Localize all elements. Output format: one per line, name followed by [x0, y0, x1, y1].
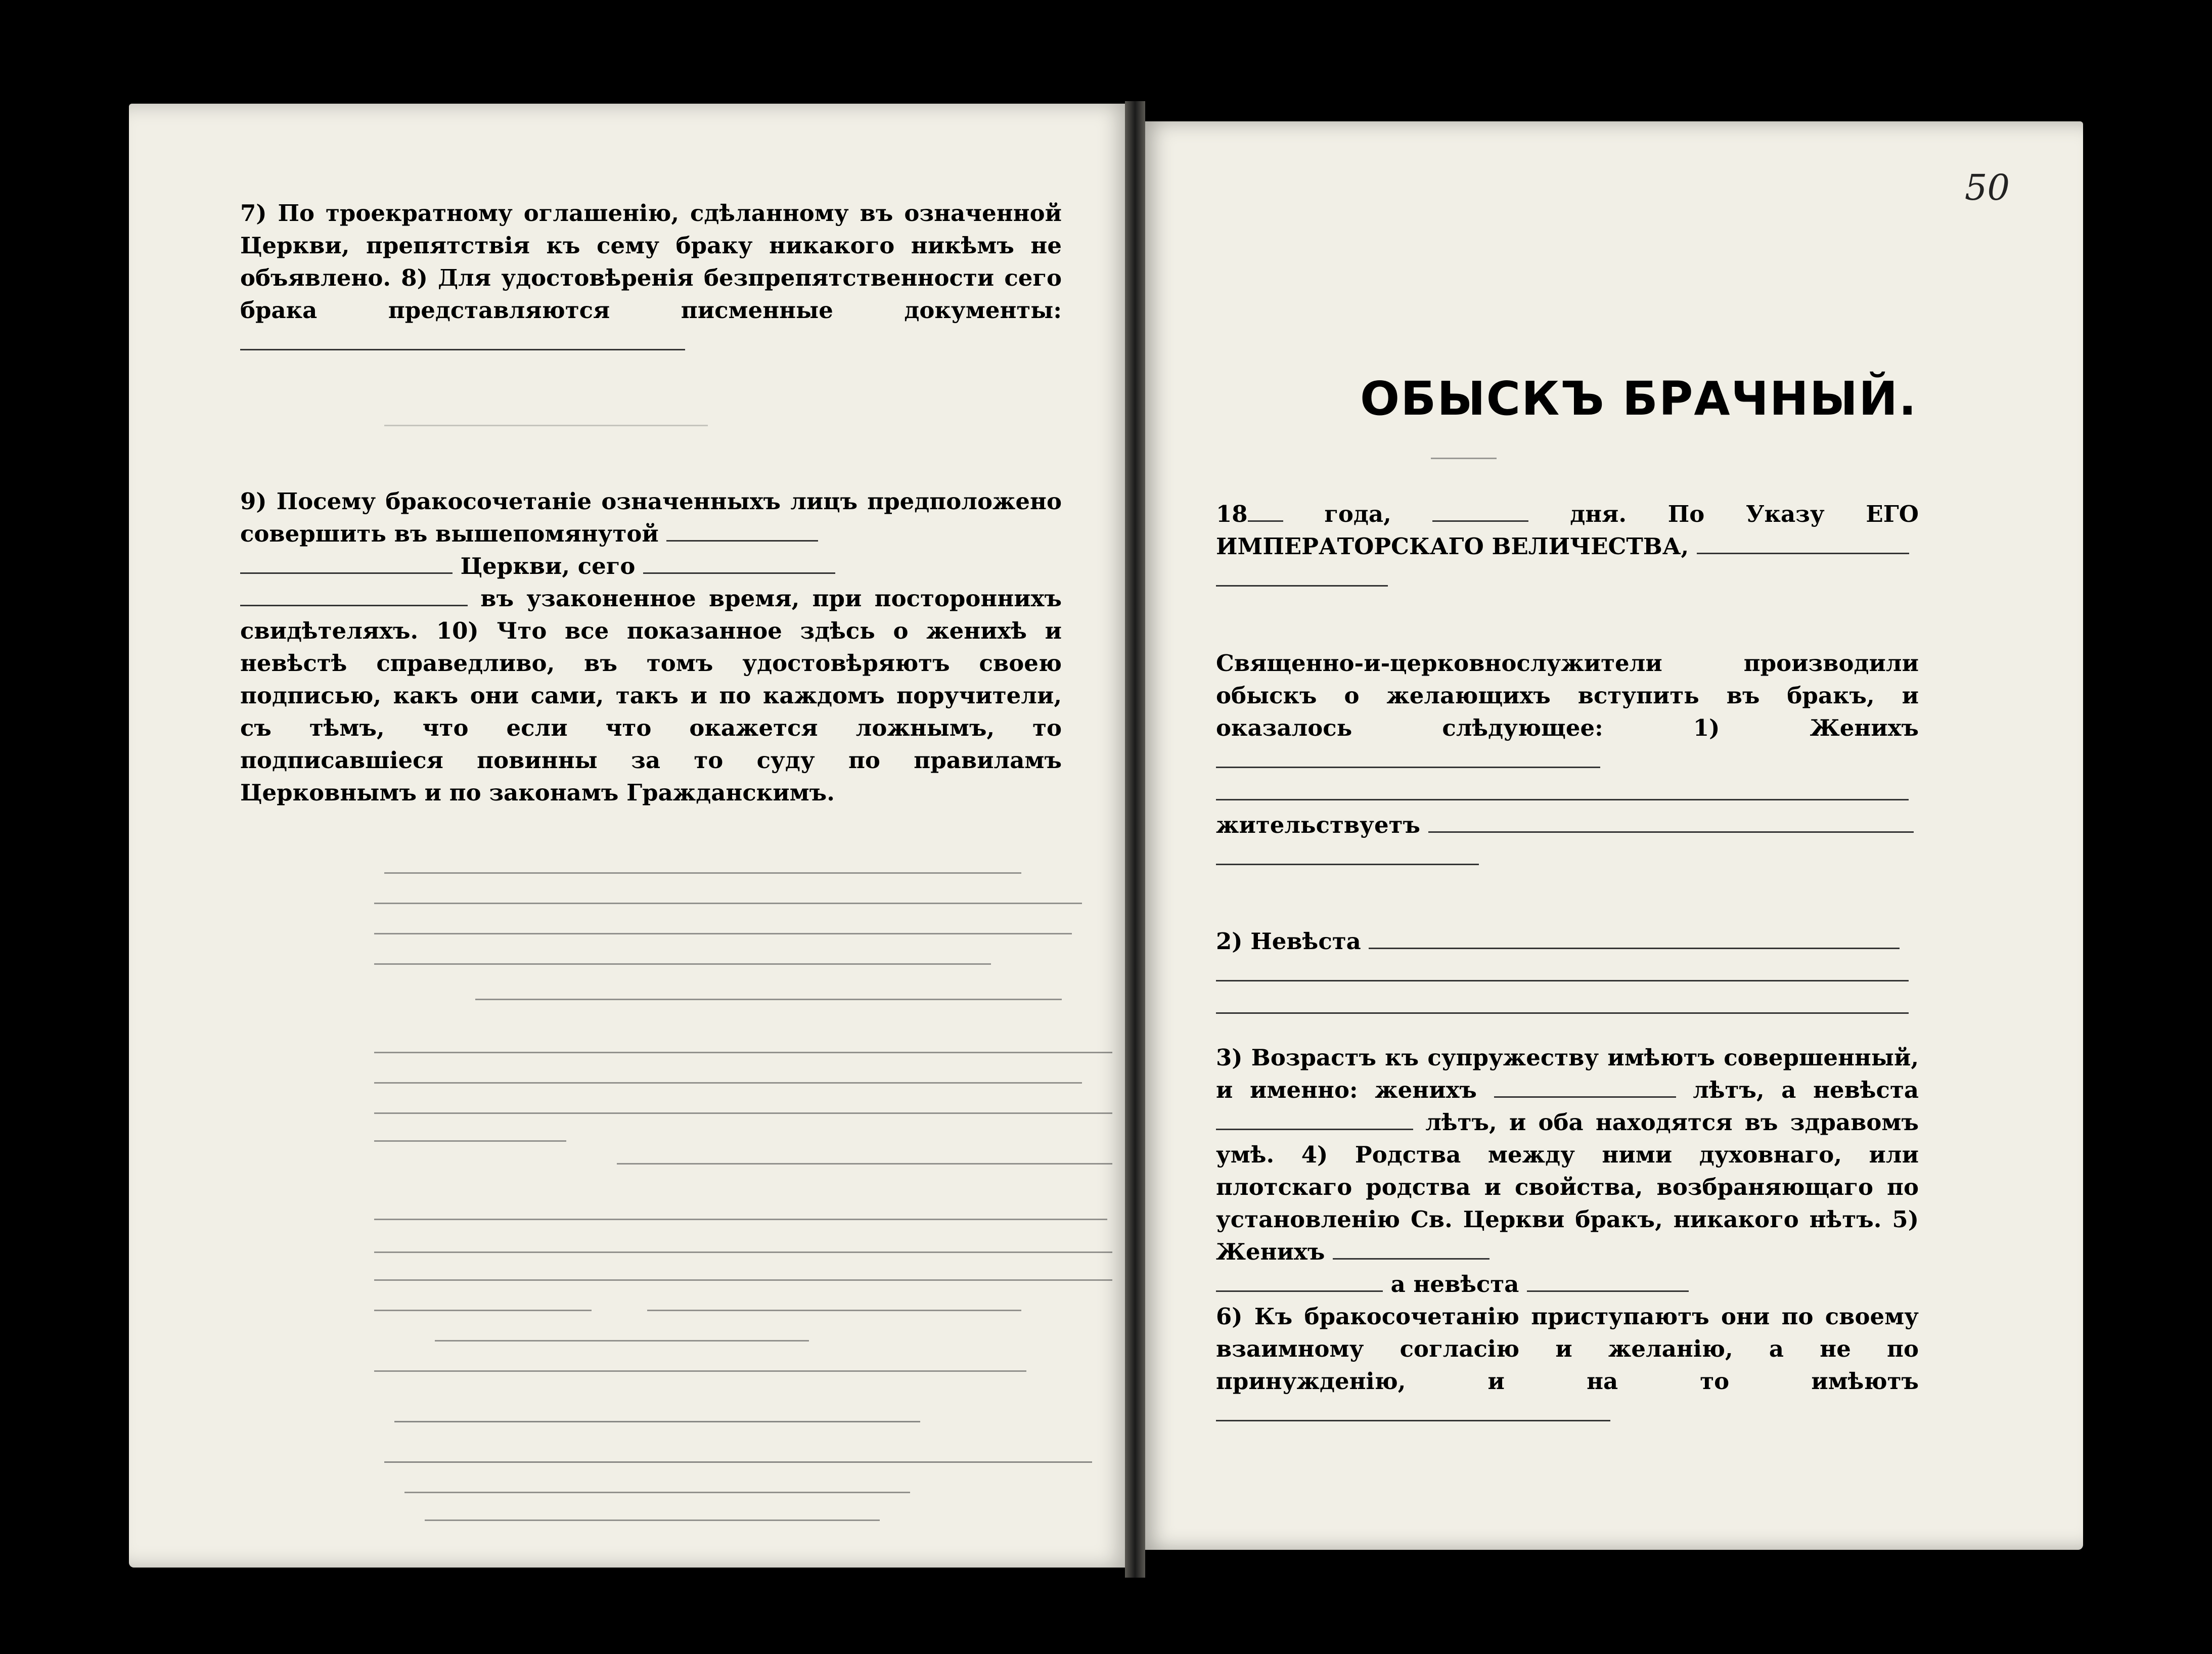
groom-field [1216, 767, 1600, 768]
date-handwritten-field-2 [240, 605, 468, 606]
right-paragraph-2: 2) Невѣста [1216, 925, 1919, 1022]
day-field [1432, 520, 1528, 522]
right-paragraph-3-6: 3) Возрастъ къ супружеству имѣютъ совершенный, и именно: женихъ лѣтъ, а невѣста лѣтъ, и оба находятся въ здравомъ умѣ. 4) Родства между ними духовнаго, или плотскаго родства и свойства, возбраняющаго по установленію Св. Церкви бракъ, никакого нѣтъ. 5) Женихъ а невѣста 6) Къ бракосочетанію приступаютъ они по своему взаимному согласію и желанію, а не по принужденію, и на то имѣютъ [1216, 1042, 1919, 1430]
residence-field [1428, 831, 1914, 833]
right-paragraph-1: Священно-и-церковнослужители производили обыскъ о желающихъ вступить въ бракъ, и оказалось слѣдующее: 1) Женихъ жительствуетъ [1216, 647, 1919, 874]
bride-field-2 [1216, 980, 1909, 981]
handwritten-number-mark [1431, 458, 1497, 459]
bride-age-field [1216, 1129, 1413, 1130]
right-header-paragraph: 18 года, дня. По Указу ЕГО ИМПЕРАТОРСКАГО ВЕЛИЧЕСТВА, [1216, 498, 1919, 595]
groom-marriage-order-field-2 [1216, 1290, 1383, 1292]
handwritten-signatures [374, 865, 1127, 1547]
left-paragraph-9-10: 9) Посему бракосочетаніе означенныхъ лицъ предположено совершить въ вышепомянутой Церкви, сего въ узаконенное время, при постороннихъ свидѣтеляхъ. 10) Что все показанное здѣсь о женихѣ и невѣстѣ справедливо, въ томъ удостовѣряютъ своею подписью, какъ они сами, такъ и по каждомъ поручители, съ тѣмъ, что если что окажется ложнымъ, то подписавшіеся повинны за то суду по правиламъ Церковнымъ и по законамъ Гражданскимъ. [240, 488, 1062, 806]
year-field [1248, 520, 1283, 522]
residence-field-2 [1216, 864, 1479, 865]
groom-field-2 [1216, 799, 1909, 800]
groom-age-field [1494, 1096, 1676, 1098]
book-gutter [1125, 101, 1145, 1578]
authority-field-2 [1216, 585, 1388, 587]
document-title: ОБЫСКЪ БРАЧНЫЙ. [1360, 372, 1918, 426]
bride-field-3 [1216, 1012, 1909, 1014]
handwritten-line [384, 425, 708, 426]
consent-documents-field [1216, 1420, 1610, 1421]
authority-field [1697, 553, 1909, 554]
church-handwritten-field [666, 540, 818, 542]
bride-field [1369, 948, 1900, 949]
bride-marriage-order-field [1527, 1290, 1689, 1292]
page-number: 50 [1964, 167, 2010, 208]
left-paragraph-7-8: 7) По троекратному оглашенію, сдѣланному въ означенной Церкви, препятствія къ сему браку никакого никѣмъ не объявлено. 8) Для удостовѣренія безпрепятственности сего брака представляются писменные документы: [240, 197, 1062, 359]
date-handwritten-field [643, 572, 835, 574]
documents-handwritten-field [240, 349, 685, 350]
groom-marriage-order-field [1333, 1258, 1489, 1260]
church-handwritten-field-2 [240, 572, 453, 574]
